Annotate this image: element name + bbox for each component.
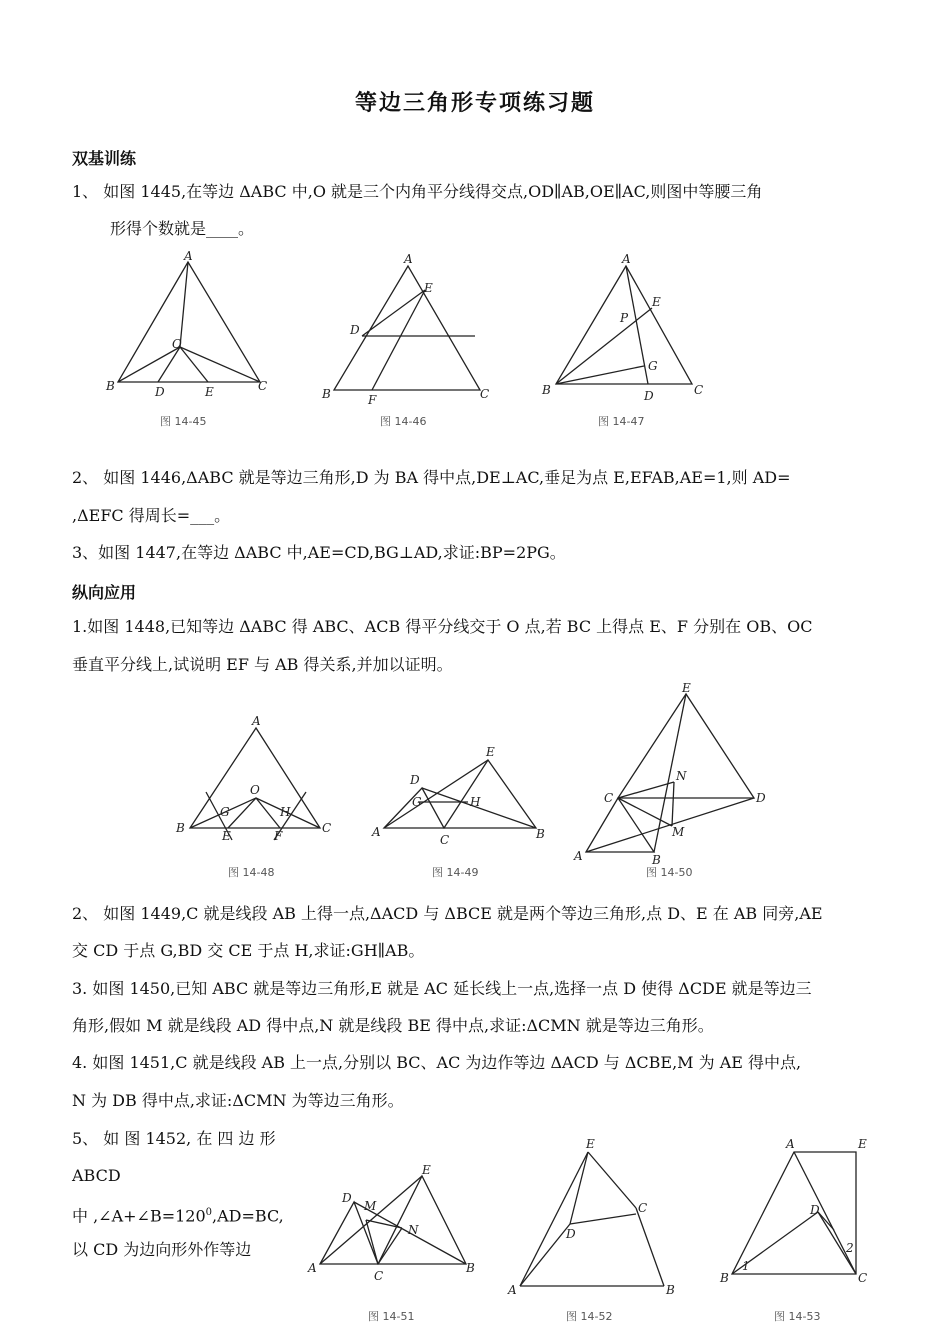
figure-line [556,308,652,384]
label-N: N [408,1223,419,1237]
page-title: 等边三角形专项练习题 [354,90,595,116]
q1-line1: 1、 如图 1445,在等边 ΔABC 中,O 就是三个内角平分线得交点,OD∥AB,OE∥AC,则图中等腰三角 [72,182,763,201]
figure-line [180,347,208,382]
figure-line [158,347,180,382]
label-O: O [172,337,182,351]
figure-line [588,1152,636,1208]
q2-line1: 2、 如图 1446,ΔABC 就是等边三角形,D 为 BA 得中点,DE⊥AC,垂足为点 E,EFAB,AE=1,则 AD= [72,468,791,487]
q1-line2: 形得个数就是____。 [110,219,255,238]
label-H: H [280,805,291,819]
v5-line4: 以 CD 为边向形外作等边 [72,1240,252,1259]
label-D: D [342,1191,352,1205]
label-A: A [574,849,583,863]
figure-line [320,1176,422,1264]
figure-line [180,347,260,382]
v3-line2: 角形,假如 M 就是线段 AD 得中点,N 就是线段 BE 得中点,求证:ΔCMN 就是等边三角形。 [72,1016,714,1035]
label-D: D [756,791,766,805]
figure-caption: 图 14-52 [566,1310,613,1323]
figure-polygon [444,760,536,828]
figure-polygon [586,798,654,852]
figure-caption: 图 14-47 [598,415,645,428]
v1-line1: 1.如图 1448,已知等边 ΔABC 得 ABC、ACB 得平分线交于 O 点,若 BC 上得点 E、F 分别在 OB、OC [72,617,813,636]
figure-line [570,1214,636,1224]
figure-caption: 图 14-50 [646,866,693,879]
section-heading-basic: 双基训练 [72,149,137,168]
label-G: G [220,805,230,819]
label-B: B [666,1283,675,1297]
figure-line [384,760,488,828]
figure-14-50 [566,682,766,882]
label-E: E [858,1137,867,1151]
v2-line2: 交 CD 于点 G,BD 交 CE 于点 H,求证:GH∥AB。 [72,941,425,960]
label-C: C [638,1201,648,1215]
label-D: D [810,1203,820,1217]
label-A: A [372,825,381,839]
label-A: A [404,252,413,266]
figure-14-47 [540,250,720,432]
figure-14-53 [714,1134,894,1330]
v4-line2: N 为 DB 得中点,求证:ΔCMN 为等边三角形。 [72,1091,404,1110]
label-C: C [694,383,704,397]
figure-line [636,1208,664,1286]
figure-line [520,1224,570,1286]
figure-line [672,782,674,826]
figure-line [520,1152,588,1286]
label-E: E [652,295,661,309]
label-M: M [672,825,685,839]
label-C: C [258,379,268,393]
label-C: C [440,833,450,847]
section-heading-applied: 纵向应用 [72,583,137,602]
label-O: O [250,783,260,797]
label-H: H [470,795,481,809]
figure-line [794,1152,856,1274]
label-A: A [622,252,631,266]
figure-polygon [378,1176,466,1264]
figure-polyline [190,798,320,828]
label-B: B [720,1271,729,1285]
label-A: A [508,1283,517,1297]
label-C: C [374,1269,384,1283]
figure-caption: 图 14-45 [160,415,207,428]
label-angle-1: 1 [742,1259,750,1273]
figure-line [118,347,180,382]
figure-polygon [556,266,692,384]
label-E: E [486,745,495,759]
figure-14-52 [506,1134,686,1330]
v5-line3: 中 $,\angle A+\angle B=120^0,AD=BC$, [72,1206,284,1226]
label-F: F [274,829,283,843]
figure-line [362,290,425,336]
label-D: D [566,1227,576,1241]
figure-14-45 [100,250,280,432]
label-D: D [410,773,420,787]
label-B: B [466,1261,475,1275]
figure-line [378,1228,402,1264]
label-P: P [620,311,629,325]
label-B: B [322,387,331,401]
label-E: E [586,1137,595,1151]
label-N: N [676,769,687,783]
label-B: B [176,821,185,835]
label-angle-2: 2 [846,1241,854,1255]
label-C: C [858,1271,868,1285]
v1-line2: 垂直平分线上,试说明 EF 与 AB 得关系,并加以证明。 [72,655,453,674]
label-C: C [322,821,332,835]
label-A: A [308,1261,317,1275]
figure-14-49 [368,740,548,884]
figure-14-51 [306,1160,486,1330]
label-A: A [184,250,193,263]
figure-polygon [190,728,320,828]
figure-caption: 图 14-46 [380,415,427,428]
figure-caption: 图 14-48 [228,866,275,879]
figure-caption: 图 14-53 [774,1310,821,1323]
figure-line [626,266,648,384]
label-E: E [422,1163,431,1177]
label-M: M [364,1199,377,1213]
figure-line [228,798,256,828]
figure-line [570,1152,588,1224]
label-F: F [368,393,377,407]
v5-line1: 5、 如 图 1452, 在 四 边 形 [72,1129,276,1148]
figure-line [372,290,425,390]
label-D: D [350,323,360,337]
figure-line [366,1220,402,1228]
label-E: E [222,829,231,843]
label-G: G [648,359,658,373]
figure-line [556,366,644,384]
figure-line [366,1220,378,1264]
v3-line1: 3. 如图 1450,已知 ABC 就是等边三角形,E 就是 AC 延长线上一点,选择一点 D 使得 ΔCDE 就是等边三 [72,979,812,998]
label-B: B [536,827,545,841]
q2-line2: ,ΔEFC 得周长=___。 [72,506,231,525]
label-B: B [652,853,661,867]
figure-14-48 [170,712,350,884]
label-A: A [786,1137,795,1151]
label-E: E [682,682,691,695]
label-E: E [424,281,433,295]
v2-line1: 2、 如图 1449,C 就是线段 AB 上得一点,ΔACD 与 ΔBCE 就是两个等边三角形,点 D、E 在 AB 同旁,AE [72,904,823,923]
v5-line2: ABCD [72,1166,121,1185]
figure-polygon [732,1152,856,1274]
v4-line1: 4. 如图 1451,C 就是线段 AB 上一点,分别以 BC、AC 为边作等边 ΔACD 与 ΔCBE,M 为 AE 得中点, [72,1053,802,1072]
q3-text: 3、如图 1447,在等边 ΔABC 中,AE=CD,BG⊥AD,求证:BP=2PG。 [72,543,566,562]
label-D: D [155,385,165,399]
label-B: B [542,383,551,397]
figure-caption: 图 14-51 [368,1310,415,1323]
label-C: C [604,791,614,805]
label-C: C [480,387,490,401]
label-B: B [106,379,115,393]
label-D: D [644,389,654,403]
label-E: E [205,385,214,399]
figure-14-46 [320,250,500,432]
figure-polygon [118,262,260,382]
label-A: A [252,714,261,728]
figure-line [256,798,280,828]
figure-caption: 图 14-49 [432,866,479,879]
label-G: G [412,795,422,809]
